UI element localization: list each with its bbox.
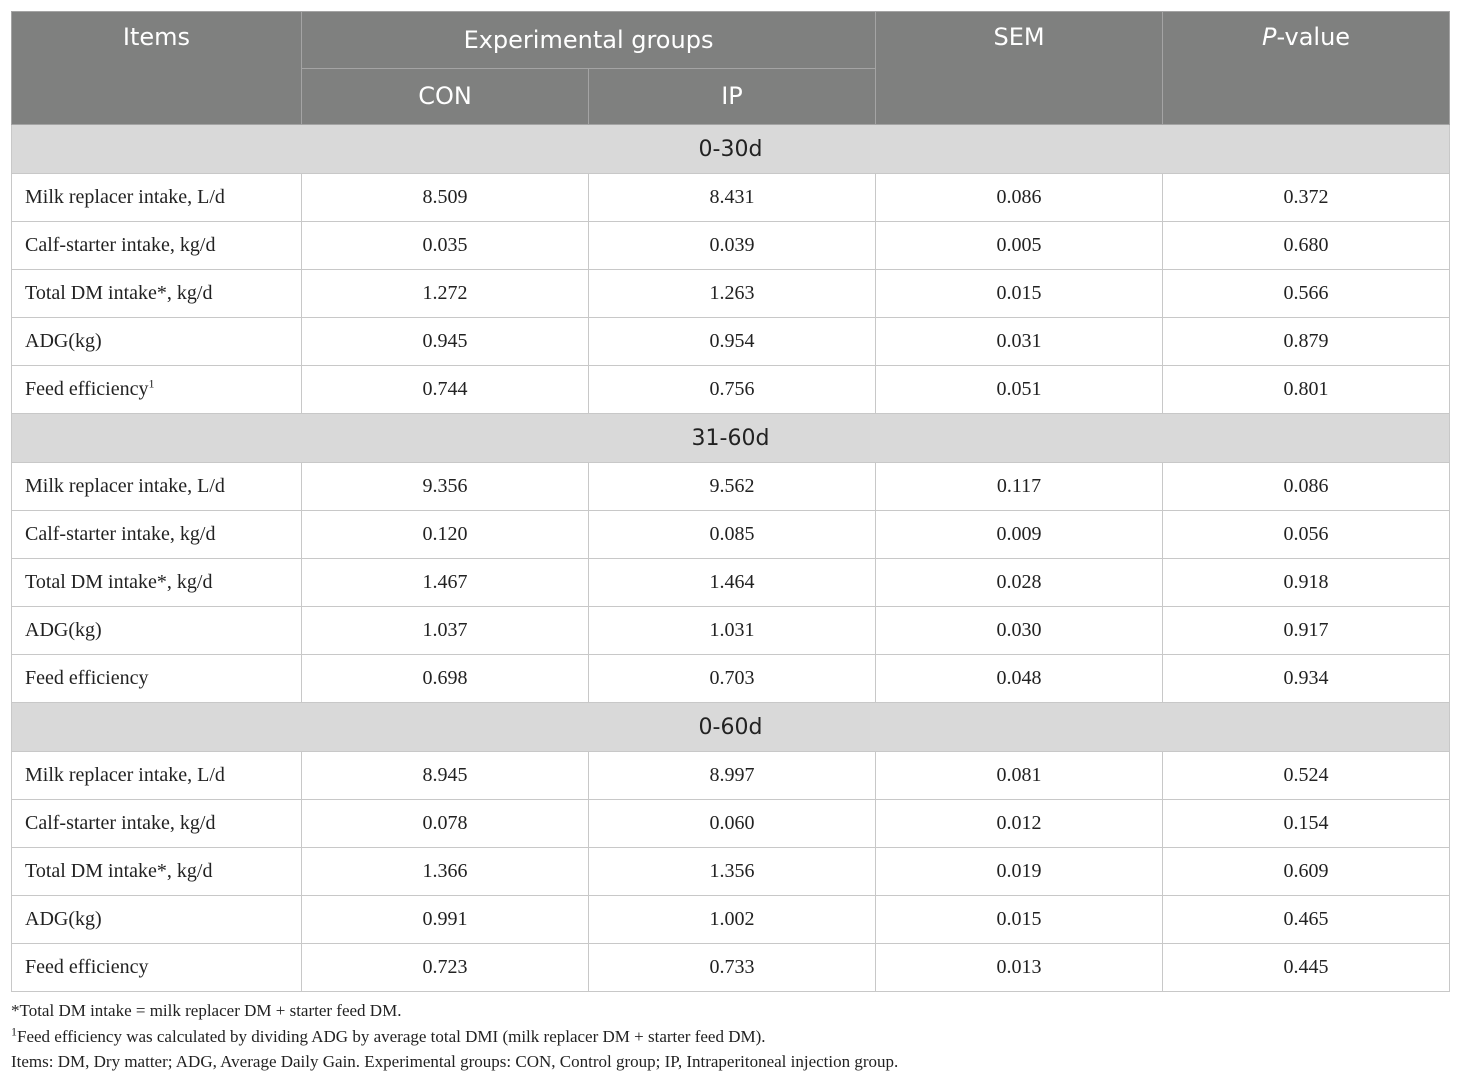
cell-ip: 0.756 (589, 366, 876, 414)
cell-sem: 0.086 (876, 174, 1163, 222)
cell-item-label: Total DM intake*, kg/d (25, 860, 213, 882)
cell-item-label: Calf-starter intake, kg/d (25, 234, 216, 256)
table-container (11, 11, 1449, 1075)
cell-con: 0.723 (302, 944, 589, 992)
footnote-feed-efficiency (11, 1024, 1449, 1050)
cell-con: 1.037 (302, 607, 589, 655)
cell-p: 0.372 (1163, 174, 1450, 222)
cell-item (12, 944, 302, 992)
table-row (12, 511, 1450, 559)
table-row (12, 318, 1450, 366)
cell-ip: 1.464 (589, 559, 876, 607)
header-ip: IP (589, 68, 876, 125)
cell-con: 0.120 (302, 511, 589, 559)
cell-sem: 0.005 (876, 222, 1163, 270)
section-row (12, 414, 1450, 463)
cell-item-label: Calf-starter intake, kg/d (25, 812, 216, 834)
cell-sem: 0.048 (876, 655, 1163, 703)
cell-item-label: Total DM intake*, kg/d (25, 282, 213, 304)
cell-ip: 0.703 (589, 655, 876, 703)
cell-item-label: Feed efficiency (25, 378, 149, 400)
cell-item-label: Milk replacer intake, L/d (25, 475, 225, 497)
table-body (12, 125, 1450, 992)
cell-sem: 0.030 (876, 607, 1163, 655)
cell-ip: 9.562 (589, 463, 876, 511)
header-con: CON (302, 68, 589, 125)
cell-item (12, 752, 302, 800)
cell-p: 0.918 (1163, 559, 1450, 607)
cell-sem: 0.031 (876, 318, 1163, 366)
cell-item-label: Milk replacer intake, L/d (25, 764, 225, 786)
table-row (12, 848, 1450, 896)
cell-con: 1.467 (302, 559, 589, 607)
cell-p: 0.934 (1163, 655, 1450, 703)
cell-item (12, 366, 302, 414)
cell-con: 0.744 (302, 366, 589, 414)
table-row (12, 270, 1450, 318)
cell-item (12, 655, 302, 703)
cell-item (12, 463, 302, 511)
cell-p: 0.056 (1163, 511, 1450, 559)
cell-p: 0.445 (1163, 944, 1450, 992)
cell-con: 0.991 (302, 896, 589, 944)
cell-item (12, 318, 302, 366)
cell-ip: 8.431 (589, 174, 876, 222)
cell-sem: 0.012 (876, 800, 1163, 848)
cell-p: 0.566 (1163, 270, 1450, 318)
table-header (12, 12, 1450, 125)
cell-item-label: Total DM intake*, kg/d (25, 571, 213, 593)
header-experimental-groups: Experimental groups (302, 12, 876, 69)
header-p-italic: P (1261, 23, 1277, 51)
cell-p: 0.086 (1163, 463, 1450, 511)
cell-con: 0.078 (302, 800, 589, 848)
header-sem: SEM (876, 12, 1163, 125)
cell-ip: 0.733 (589, 944, 876, 992)
cell-sem: 0.009 (876, 511, 1163, 559)
cell-ip: 1.356 (589, 848, 876, 896)
cell-item (12, 800, 302, 848)
cell-p: 0.154 (1163, 800, 1450, 848)
section-row (12, 703, 1450, 752)
cell-con: 1.366 (302, 848, 589, 896)
cell-sem: 0.015 (876, 270, 1163, 318)
header-p-value (1163, 12, 1450, 125)
cell-ip: 1.002 (589, 896, 876, 944)
cell-p: 0.465 (1163, 896, 1450, 944)
table-row (12, 800, 1450, 848)
cell-item (12, 896, 302, 944)
cell-p: 0.680 (1163, 222, 1450, 270)
cell-item (12, 607, 302, 655)
table-row (12, 366, 1450, 414)
cell-item (12, 222, 302, 270)
cell-sem: 0.051 (876, 366, 1163, 414)
cell-con: 1.272 (302, 270, 589, 318)
cell-sem: 0.028 (876, 559, 1163, 607)
cell-item-label: Feed efficiency (25, 956, 149, 978)
cell-p: 0.917 (1163, 607, 1450, 655)
table-row (12, 174, 1450, 222)
cell-sem: 0.013 (876, 944, 1163, 992)
cell-con: 0.945 (302, 318, 589, 366)
cell-item (12, 848, 302, 896)
header-items: Items (12, 12, 302, 125)
cell-item-footnote-marker: 1 (148, 376, 155, 391)
table-footnotes (11, 998, 1449, 1075)
cell-p: 0.609 (1163, 848, 1450, 896)
cell-p: 0.879 (1163, 318, 1450, 366)
footnote-total-dm: *Total DM intake = milk replacer DM + starter feed DM. (11, 1001, 402, 1020)
cell-item-label: ADG(kg) (25, 908, 102, 930)
cell-con: 0.035 (302, 222, 589, 270)
cell-item-label: Calf-starter intake, kg/d (25, 523, 216, 545)
cell-item (12, 559, 302, 607)
table-row (12, 463, 1450, 511)
section-row (12, 125, 1450, 174)
cell-ip: 0.039 (589, 222, 876, 270)
cell-sem: 0.117 (876, 463, 1163, 511)
table-row (12, 896, 1450, 944)
section-label: 0-30d (12, 125, 1450, 174)
cell-item (12, 174, 302, 222)
table-row (12, 655, 1450, 703)
cell-ip: 0.954 (589, 318, 876, 366)
cell-p: 0.524 (1163, 752, 1450, 800)
cell-sem: 0.019 (876, 848, 1163, 896)
footnote-marker: 1 (11, 1023, 17, 1038)
table-row (12, 944, 1450, 992)
cell-item-label: Milk replacer intake, L/d (25, 186, 225, 208)
cell-ip: 8.997 (589, 752, 876, 800)
cell-item-label: Feed efficiency (25, 667, 149, 689)
header-p-rest: -value (1276, 23, 1351, 51)
table-row (12, 752, 1450, 800)
cell-item-label: ADG(kg) (25, 619, 102, 641)
cell-item (12, 511, 302, 559)
table-row (12, 559, 1450, 607)
section-label: 0-60d (12, 703, 1450, 752)
cell-ip: 0.085 (589, 511, 876, 559)
cell-ip: 1.263 (589, 270, 876, 318)
cell-p: 0.801 (1163, 366, 1450, 414)
cell-sem: 0.015 (876, 896, 1163, 944)
footnote-abbreviations: Items: DM, Dry matter; ADG, Average Daily Gain. Experimental groups: CON, Control group; IP, Intraperitoneal injection group. (11, 1052, 899, 1071)
cell-con: 8.945 (302, 752, 589, 800)
cell-con: 9.356 (302, 463, 589, 511)
cell-ip: 0.060 (589, 800, 876, 848)
cell-ip: 1.031 (589, 607, 876, 655)
results-table (11, 11, 1450, 992)
table-row (12, 607, 1450, 655)
cell-sem: 0.081 (876, 752, 1163, 800)
section-label: 31-60d (12, 414, 1450, 463)
cell-con: 0.698 (302, 655, 589, 703)
cell-item (12, 270, 302, 318)
cell-con: 8.509 (302, 174, 589, 222)
table-row (12, 222, 1450, 270)
cell-item-label: ADG(kg) (25, 330, 102, 352)
footnote-feed-efficiency-text: Feed efficiency was calculated by dividing ADG by average total DMI (milk replacer DM + starter feed DM). (17, 1026, 766, 1046)
